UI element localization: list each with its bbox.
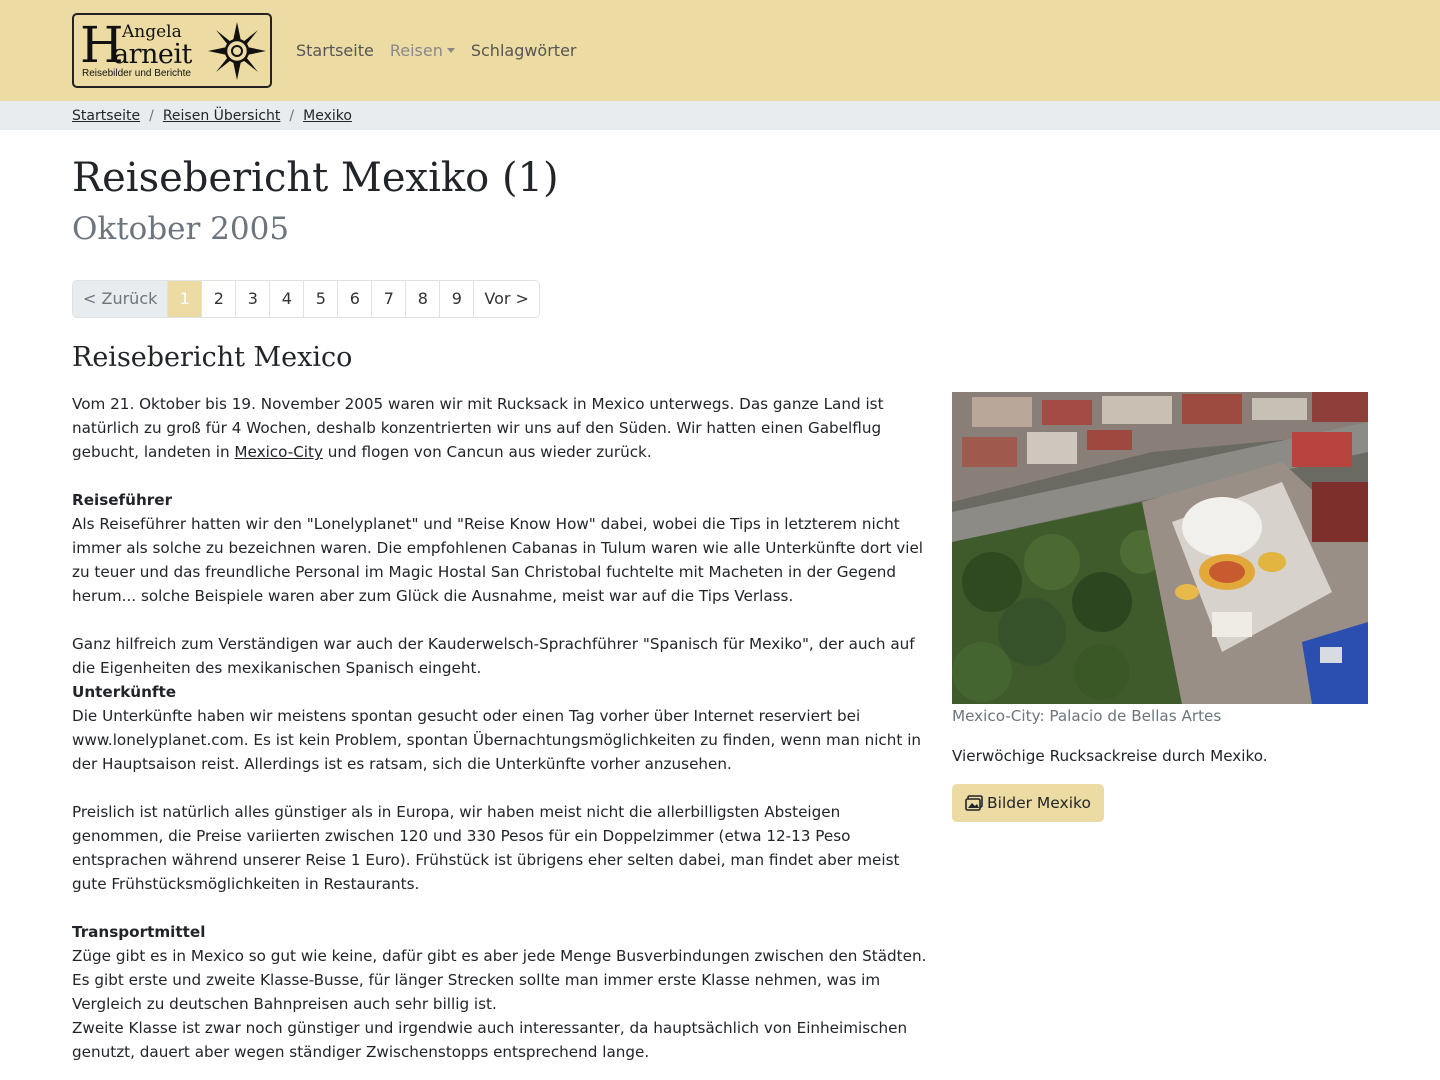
guide-text: Als Reiseführer hatten wir den "Lonelyplanet" und "Reise Know How" dabei, wobei die Tips in letzterem nicht immer als solche zu bezeichnen waren. Die empfohlenen Cabanas in Tulum waren wie alle Unterkünfte dort viel zu teuer und das freundliche Personal im Magic Hostal San Christobal fuchtelte mit Macheten in der Gegend herum... solche Beispiele waren aber zum Glück die Ausnahme, meist war auf die Tips Verlass. xyxy=(72,515,924,605)
pagination-page-1[interactable]: 1 xyxy=(168,281,202,317)
logo-first-name: Angela xyxy=(122,22,182,42)
page-subtitle: Oktober 2005 xyxy=(72,211,290,247)
breadcrumb-startseite[interactable]: Startseite xyxy=(72,107,141,124)
nav-startseite[interactable]: Startseite xyxy=(296,41,374,60)
navbar xyxy=(0,0,1440,101)
nav-reisen-dropdown[interactable] xyxy=(390,39,455,63)
nav-schlagwoerter[interactable]: Schlagwörter xyxy=(470,41,577,60)
logo-last-name: arneit xyxy=(113,39,192,70)
price-text: Preislich ist natürlich alles günstiger als in Europa, wir haben meist nicht die allerbilligsten Absteigen genommen, die Preise variierten zwischen 120 und 330 Pesos für ein Doppelzimmer (etwa 12-13 Peso entsprachen während unserer Reise 1 Euro). Frühstück ist übrigens eher selten dabei, man findet aber meist gute Frühstücksmöglichkeiten in Restaurants. xyxy=(72,803,900,893)
article-heading: Reisebericht Mexico xyxy=(72,342,353,373)
sidebar xyxy=(952,392,1368,822)
logo-initial: H xyxy=(80,16,124,74)
bilder-mexiko-button[interactable] xyxy=(952,784,1104,822)
pagination xyxy=(72,280,540,318)
intro-text: Vom 21. Oktober bis 19. November 2005 waren wir mit Rucksack in Mexico unterwegs. Das ganze Land ist natürlich zu groß für 4 Wochen, deshalb konzentrierten wir uns auf den Süden. Wir hatten einen Gabelflug gebucht, landeten in xyxy=(72,395,884,461)
pagination-prev[interactable]: < Zurück xyxy=(73,281,168,317)
article-intro xyxy=(72,392,928,464)
transport-text-2: Zweite Klasse ist zwar noch günstiger und irgendwie auch interessanter, da hauptsächlich von Einheimischen genutzt, dauert aber wegen ständiger Zwischenstopps entsprechend lange. xyxy=(72,1019,908,1061)
breadcrumb-separator: / xyxy=(149,107,154,124)
pagination-page-9[interactable]: 9 xyxy=(440,281,474,317)
pagination-next[interactable]: Vor > xyxy=(474,281,539,317)
pagination-page-5[interactable]: 5 xyxy=(304,281,338,317)
palacio-photo[interactable] xyxy=(952,392,1368,704)
language-text: Ganz hilfreich zum Verständigen war auch der Kauderwelsch-Sprachführer "Spanisch für Mexiko", der auch auf die Eigenheiten des mexikanischen Spanisch eingeht. xyxy=(72,635,915,677)
logo-tagline: Reisebilder und Berichte xyxy=(82,68,191,79)
mexico-city-link[interactable]: Mexico-City xyxy=(234,443,323,461)
bilder-mexiko-label: Bilder Mexiko xyxy=(987,794,1091,812)
breadcrumb xyxy=(0,101,1440,130)
photo-caption: Mexico-City: Palacio de Bellas Artes xyxy=(952,707,1222,725)
main-nav xyxy=(296,39,593,63)
pagination-page-6[interactable]: 6 xyxy=(338,281,372,317)
pagination-page-3[interactable]: 3 xyxy=(236,281,270,317)
transport-text: Züge gibt es in Mexico so gut wie keine, dafür gibt es aber jede Menge Busverbindungen zwischen den Städten. Es gibt erste und zweite Klasse-Busse, für länger Strecken sollte man immer erste Klasse nehmen, was im Vergleich zu deutschen Bahnpreisen auch sehr billig ist. xyxy=(72,947,927,1013)
nav-reisen-label: Reisen xyxy=(389,41,443,60)
breadcrumb-reisen-uebersicht[interactable]: Reisen Übersicht xyxy=(162,107,281,124)
guide-heading: Reiseführer xyxy=(72,491,173,509)
article-body xyxy=(72,392,928,1064)
pagination-page-7[interactable]: 7 xyxy=(372,281,406,317)
brand-logo[interactable] xyxy=(72,13,272,88)
pagination-page-2[interactable]: 2 xyxy=(202,281,236,317)
breadcrumb-mexiko[interactable]: Mexiko xyxy=(303,107,352,124)
images-icon xyxy=(965,795,983,811)
pagination-page-8[interactable]: 8 xyxy=(406,281,440,317)
intro-text-end: und flogen von Cancun aus wieder zurück. xyxy=(322,443,652,461)
breadcrumb-separator: / xyxy=(289,107,295,124)
pagination-page-4[interactable]: 4 xyxy=(270,281,304,317)
lodging-text: Die Unterkünfte haben wir meistens spontan gesucht oder einen Tag vorher über Internet reserviert bei www.lonelyplanet.com. Es ist kein Problem, spontan Übernachtungsmöglichkeiten zu finden, wenn man nicht in der Hauptsaison reist. Allerdings ist es ratsam, sich die Unterkünfte vorher anzusehen. xyxy=(72,707,922,773)
sun-icon xyxy=(207,21,267,81)
aerial-city-image xyxy=(952,392,1368,704)
caret-down-icon xyxy=(447,48,455,53)
transport-heading: Transportmittel xyxy=(72,923,206,941)
lodging-heading: Unterkünfte xyxy=(72,683,177,701)
trip-description: Vierwöchige Rucksackreise durch Mexiko. xyxy=(952,747,1268,765)
page-title: Reisebericht Mexiko (1) xyxy=(72,155,559,201)
